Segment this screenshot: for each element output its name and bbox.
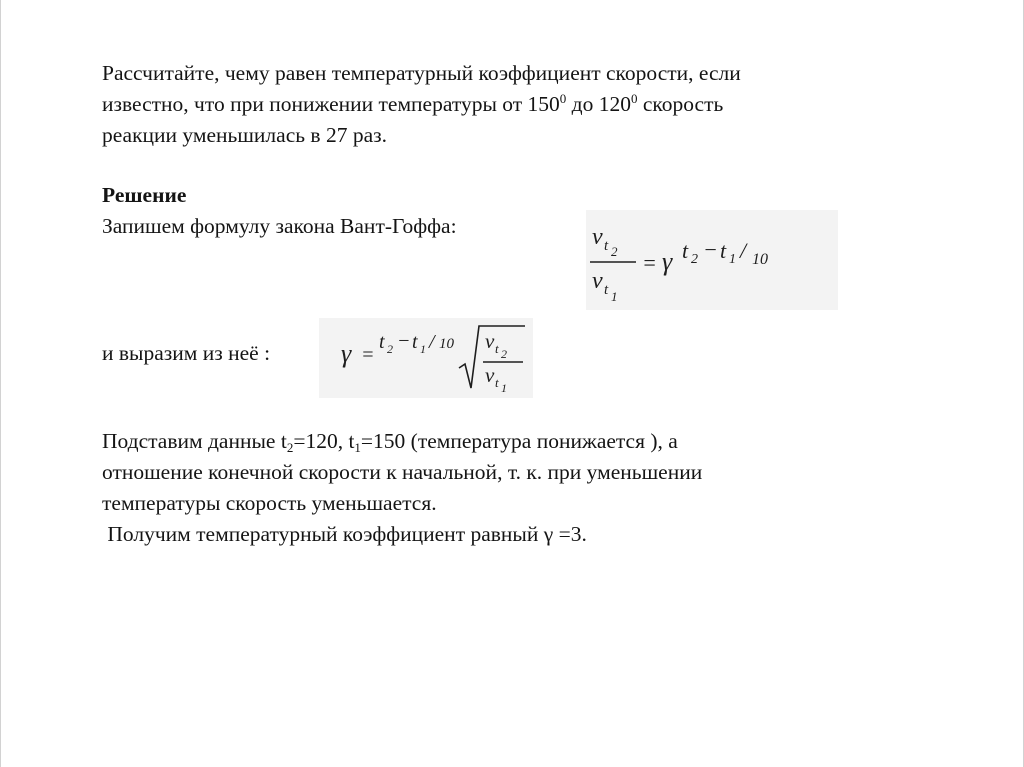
f1-equals: = (642, 250, 657, 275)
f2-den-subsub: 1 (501, 381, 507, 395)
problem-line-3: реакции уменьшилась в 27 раз. (102, 123, 387, 147)
f1-num-subsub: 2 (611, 244, 618, 259)
f2-idx-t1-sub: 1 (420, 342, 426, 356)
f2-idx-ten: 10 (439, 336, 454, 352)
f2-den-sub: t (495, 375, 499, 390)
f2-idx-t2: t (379, 331, 385, 353)
f1-exp-t1: t (720, 238, 727, 263)
f2-gamma: γ (341, 339, 352, 368)
substitute-line-1-a: Подставим данные t (102, 429, 287, 453)
f1-exp-minus: − (703, 237, 718, 262)
f2-idx-minus: − (397, 330, 411, 352)
f2-den: v (485, 363, 495, 387)
f1-exp-slash: / (740, 238, 747, 263)
substitute-line-1-b: =120, t (293, 429, 355, 453)
f1-exp-t1-sub: 1 (729, 252, 736, 267)
express-line: и выразим из неё : (102, 341, 271, 365)
problem-line-2-b: до 120 (566, 92, 631, 116)
problem-statement (102, 58, 741, 151)
degree-mark-1: 0 (559, 91, 567, 106)
solution-line-1: Запишем формулу закона Вант-Гоффа: (102, 214, 457, 238)
substitute-line-2: отношение конечной скорости к начальной, т. к. при уменьшении (102, 460, 703, 484)
f1-den-subsub: 1 (611, 289, 618, 304)
f1-exp-t2: t (682, 238, 689, 263)
degree-mark-2: 0 (630, 91, 638, 106)
f2-num: v (485, 329, 495, 353)
f1-exp-t2-sub: 2 (691, 252, 698, 267)
f2-equals: = (361, 344, 375, 366)
f1-num: v (592, 224, 603, 250)
problem-line-2-c: скорость (637, 92, 724, 116)
vant-hoff-formula (586, 210, 838, 310)
problem-line-2-a: известно, что при понижении температуры от 150 (102, 92, 560, 116)
f1-gamma: γ (662, 247, 673, 276)
substitute-line-1-c: =150 (температура понижается ), а (360, 429, 678, 453)
solution-heading: Решение (102, 183, 187, 207)
solution-block (102, 180, 457, 242)
f2-idx-t1: t (412, 331, 418, 353)
f2-num-subsub: 2 (501, 347, 507, 361)
f2-idx-t2-sub: 2 (387, 342, 393, 356)
f2-num-sub: t (495, 341, 499, 356)
result-line: Получим температурный коэффициент равный γ =3. (102, 522, 587, 546)
f2-idx-slash: / (429, 331, 435, 353)
f1-exp-ten: 10 (752, 251, 768, 268)
f1-den-sub: t (604, 282, 609, 298)
gamma-formula (319, 318, 533, 398)
problem-line-1: Рассчитайте, чему равен температурный коэффициент скорости, если (102, 61, 741, 85)
f1-num-sub: t (604, 238, 609, 254)
substitute-line-1 (102, 426, 702, 457)
f1-den: v (592, 268, 603, 294)
t1-subscript: 1 (354, 440, 361, 455)
t2-subscript: 2 (286, 440, 294, 455)
substitute-line-3: температуры скорость уменьшается. (102, 491, 437, 515)
problem-line-2 (102, 89, 741, 120)
substitution-block (102, 426, 702, 550)
